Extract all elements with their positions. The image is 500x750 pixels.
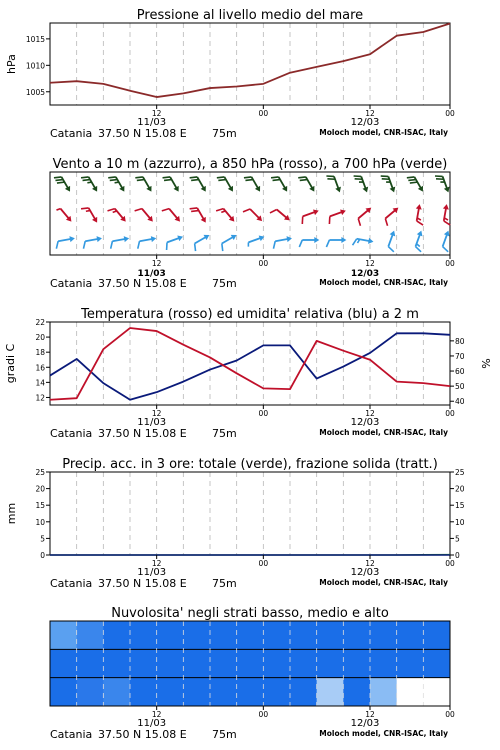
y-tick-label: 14 <box>35 378 45 388</box>
cloud-cell-medio <box>370 649 397 677</box>
date-label: 11/03 <box>137 567 167 578</box>
cloud-cell-alto <box>183 621 210 649</box>
cloud-cell-basso <box>343 678 370 706</box>
y-axis-label: mm <box>5 502 18 525</box>
x-tick-label: 00 <box>445 409 455 418</box>
cloud-cell-basso <box>77 678 104 706</box>
y-tick-label-right: 0 <box>455 551 460 560</box>
cloud-cell-basso <box>183 678 210 706</box>
source-label: Moloch model, CNR-ISAC, Italy <box>319 278 448 287</box>
station-name: Catania <box>50 427 93 440</box>
x-tick-label: 00 <box>445 109 455 118</box>
station-name: Catania <box>50 127 93 140</box>
cloud-cell-basso <box>370 678 397 706</box>
source-label: Moloch model, CNR-ISAC, Italy <box>319 428 448 437</box>
cloud-cell-basso <box>290 678 317 706</box>
x-tick-label: 00 <box>258 259 269 268</box>
station-coords: 37.50 N 15.08 E <box>98 127 187 140</box>
y-tick-label: 20 <box>35 484 45 494</box>
y-tick-label: 22 <box>35 318 45 327</box>
x-tick-label: 12 <box>365 559 375 568</box>
y-tick-label: 20 <box>35 333 45 343</box>
cloud-cell-medio <box>157 649 184 677</box>
cloud-cell-alto <box>157 621 184 649</box>
y-axis-label: gradi C <box>4 343 17 384</box>
cloud-cell-medio <box>183 649 210 677</box>
plot-area <box>50 472 450 555</box>
panel-1 <box>5 8 455 140</box>
x-tick-label: 00 <box>445 559 455 568</box>
x-tick-label: 12 <box>365 710 375 719</box>
panel-title: Pressione al livello medio del mare <box>136 8 364 23</box>
cloud-cell-alto <box>290 621 317 649</box>
cloud-cell-basso <box>210 678 237 706</box>
date-label: 12/03 <box>350 718 380 729</box>
y-tick-label: 0 <box>40 551 45 560</box>
cloud-cell-basso <box>397 678 424 706</box>
cloud-cell-medio <box>103 649 130 677</box>
cloud-cell-basso <box>157 678 184 706</box>
date-label: 12/03 <box>350 417 380 428</box>
station-elevation: 75m <box>212 577 237 590</box>
cloud-cell-medio <box>290 649 317 677</box>
panel-title: Vento a 10 m (azzurro), a 850 hPa (rosso), a 700 hPa (verde) <box>52 157 448 172</box>
panel-title: Temperatura (rosso) ed umidita' relativa (blu) a 2 m <box>81 307 419 322</box>
y-tick-label-right: 80 <box>455 336 465 346</box>
x-tick-label: 12 <box>151 259 162 268</box>
panel-4 <box>5 457 465 590</box>
cloud-cell-alto <box>397 621 424 649</box>
y-tick-label-right: 10 <box>455 517 465 527</box>
cloud-cell-basso <box>50 678 77 706</box>
y-tick-label: 18 <box>35 348 45 358</box>
station-elevation: 75m <box>212 728 237 741</box>
cloud-cell-medio <box>50 649 77 677</box>
y-axis-label: hPa <box>5 54 18 74</box>
x-tick-label: 12 <box>151 559 162 568</box>
cloud-cell-alto <box>343 621 370 649</box>
cloud-cell-medio <box>210 649 237 677</box>
y-tick-label: 1010 <box>25 61 45 71</box>
panel-3 <box>4 307 493 440</box>
y-tick-label: 15 <box>35 501 45 511</box>
y-tick-label-right: 70 <box>455 351 465 361</box>
cloud-cell-alto <box>210 621 237 649</box>
cloud-cell-medio <box>130 649 157 677</box>
y-tick-label-right: 50 <box>455 382 465 392</box>
cloud-cell-medio <box>237 649 264 677</box>
cloud-cell-medio <box>423 649 450 677</box>
panel-title: Nuvolosita' negli strati basso, medio e alto <box>111 606 389 621</box>
cloud-cell-alto <box>77 621 104 649</box>
panel-5 <box>50 606 455 741</box>
x-tick-label: 00 <box>445 259 455 268</box>
station-elevation: 75m <box>212 127 237 140</box>
station-elevation: 75m <box>212 427 237 440</box>
cloud-cell-alto <box>263 621 290 649</box>
date-label: 12/03 <box>350 117 380 128</box>
x-tick-label: 12 <box>365 409 375 418</box>
source-label: Moloch model, CNR-ISAC, Italy <box>319 578 448 587</box>
cloud-cell-basso <box>317 678 344 706</box>
cloud-cell-alto <box>103 621 130 649</box>
station-name: Catania <box>50 577 93 590</box>
y-tick-label: 12 <box>35 393 45 403</box>
x-tick-label: 00 <box>258 409 269 418</box>
x-tick-label: 00 <box>258 109 269 118</box>
cloud-cell-alto <box>130 621 157 649</box>
cloud-cell-medio <box>317 649 344 677</box>
y-tick-label-right: 20 <box>455 484 465 494</box>
panel-title: Precip. acc. in 3 ore: totale (verde), frazione solida (tratt.) <box>62 457 438 472</box>
station-elevation: 75m <box>212 277 237 290</box>
y-tick-label: 1015 <box>25 34 45 44</box>
x-tick-label: 12 <box>151 109 162 118</box>
y-tick-label: 1005 <box>25 87 45 97</box>
cloud-cell-alto <box>317 621 344 649</box>
cloud-cell-basso <box>423 678 450 706</box>
y-tick-label: 16 <box>35 363 45 373</box>
y-tick-label: 10 <box>35 517 45 527</box>
station-coords: 37.50 N 15.08 E <box>98 427 187 440</box>
cloud-cell-basso <box>103 678 130 706</box>
cloud-cell-medio <box>397 649 424 677</box>
cloud-cell-basso <box>237 678 264 706</box>
panel-2 <box>50 157 455 290</box>
y-tick-label: 5 <box>40 534 45 544</box>
date-label: 11/03 <box>137 417 167 428</box>
x-tick-label: 12 <box>365 109 375 118</box>
cloud-cell-basso <box>130 678 157 706</box>
station-coords: 37.50 N 15.08 E <box>98 728 187 741</box>
y-axis-label: % <box>480 358 493 369</box>
x-tick-label: 00 <box>258 710 269 719</box>
cloud-cell-medio <box>343 649 370 677</box>
station-coords: 37.50 N 15.08 E <box>98 277 187 290</box>
y-tick-label-right: 40 <box>455 397 465 407</box>
y-tick-label-right: 25 <box>455 468 465 477</box>
y-tick-label: 25 <box>35 468 45 477</box>
station-coords: 37.50 N 15.08 E <box>98 577 187 590</box>
cloud-cell-alto <box>370 621 397 649</box>
station-name: Catania <box>50 728 93 741</box>
cloud-cell-basso <box>263 678 290 706</box>
date-label: 12/03 <box>350 567 380 578</box>
cloud-cell-medio <box>263 649 290 677</box>
plot-area <box>50 23 450 105</box>
y-tick-label-right: 15 <box>455 501 465 511</box>
x-tick-label: 12 <box>151 409 162 418</box>
x-tick-label: 00 <box>445 710 455 719</box>
cloud-cell-alto <box>237 621 264 649</box>
cloud-cell-alto <box>423 621 450 649</box>
date-label: 11/03 <box>137 117 167 128</box>
date-label: 11/03 <box>137 269 166 279</box>
x-tick-label: 00 <box>258 559 269 568</box>
plot-area <box>50 322 450 405</box>
x-tick-label: 12 <box>365 259 375 268</box>
cloud-cell-medio <box>77 649 104 677</box>
x-tick-label: 12 <box>151 710 162 719</box>
source-label: Moloch model, CNR-ISAC, Italy <box>319 128 448 137</box>
cloud-cell-alto <box>50 621 77 649</box>
date-label: 11/03 <box>137 718 167 729</box>
y-tick-label-right: 60 <box>455 367 465 377</box>
station-name: Catania <box>50 277 93 290</box>
date-label: 12/03 <box>350 269 380 279</box>
source-label: Moloch model, CNR-ISAC, Italy <box>319 729 448 738</box>
y-tick-label-right: 5 <box>455 534 460 544</box>
